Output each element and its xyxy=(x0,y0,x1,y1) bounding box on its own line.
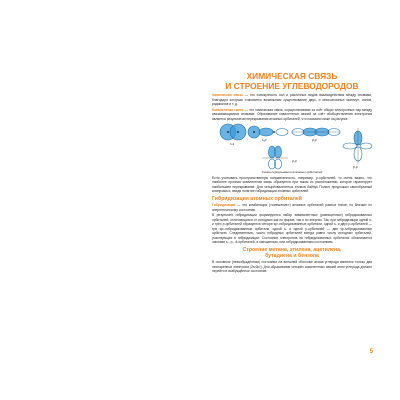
paragraph-covalent-bond-text: — это химическая связь, осуществляемая за счёт общих электронных пар между связывающимися атомами. Образование ковалентных связей за счёт обобществления электронов является результатом перекрывания атомных орбиталей, что показано ниже на рисунке. xyxy=(212,107,372,121)
page-column xyxy=(212,72,372,275)
p-p-pi-overlap xyxy=(262,146,288,169)
label-p-p-top: p-p xyxy=(312,138,317,143)
figure-caption: Схема перекрывания атомных орбиталей xyxy=(261,170,323,175)
label-p-p-right: p-p xyxy=(353,165,358,170)
paragraph-hybridization-details: В результате гибридизации формируются набор эквивалентных (равноценных) гибридизованных орбиталей, отличающихся от исходных как по форме, так и по энергии. Так, при гибридизации одной s- и трёх p-орбиталей образуются четыре sp³-гибридизованные орбитали, одной s- и двух p-орбиталей — три sp²-гибридизованные орбитали, одной s- и одной p-орбиталей — две sp-гибридизованные орбитали. Следовательно, число гибридных орбиталей всегда равно числу исходных орбиталей, участвующих в гибридизации. Состояние электронов на гибридизованных орбиталях обозначается числами s-, p-, d-орбиталей, а смешанным, или гибридизованным состоянием. xyxy=(212,213,372,245)
term-hybridization: Гибридизация xyxy=(212,203,236,208)
page-title xyxy=(212,72,372,91)
paragraph-chemical-bond-text: — это совокупность сил и различных видов взаимодействия между атомами, благодаря которым становится возможным существование двух- и многоатомных молекул, ионов, радикалов и т. д. xyxy=(212,93,373,106)
orbital-overlap-figure xyxy=(212,122,372,170)
label-s-s: s-s xyxy=(230,142,235,147)
label-p-p-bottom: p-p xyxy=(292,159,297,164)
section-heading-structures xyxy=(212,247,372,259)
paragraph-spatial-direction: Если учитывать пространственную направленность, например, p-орбиталей, то очень важно, что наиболее прочная ковалентная связь образуется при таком их расположении, которое гарантирует наибольшее перекрывание. Для четырёхвалентных атомов Лайнус Полинг предложил своеобразный компромисс, введя понятие гибридизации атомных орбиталей. xyxy=(212,175,372,194)
label-s-p: s-p xyxy=(262,138,267,143)
p-p-sigma-overlap xyxy=(292,128,340,136)
term-covalent-bond: Ковалентная связь xyxy=(212,107,244,112)
s-s-overlap xyxy=(220,124,246,140)
paragraph-hybridization-definition xyxy=(212,203,372,212)
paragraph-covalent-bond xyxy=(212,108,372,122)
section-heading-hybridization: Гибридизация атомных орбиталей xyxy=(212,195,302,202)
page-number: 5 xyxy=(369,349,373,355)
s-p-overlap xyxy=(248,126,288,138)
p-p-pi-overlap-right xyxy=(343,128,372,164)
page-title-line-2: И СТРОЕНИЕ УГЛЕВОДОРОДОВ xyxy=(225,80,359,91)
orbital-overlap-diagram xyxy=(212,122,372,170)
term-chemical-bond: Химическая связь xyxy=(212,93,243,97)
section-heading-structures-line-1: Строение метана, этилена, ацетилена, xyxy=(242,246,342,253)
paragraph-hybridization-definition-text: — это комбинация («смешение») атомных орбиталей разных типов, но близких по энергетическому состоянию. xyxy=(212,203,372,212)
paragraph-carbon-ground-state: В основном (невозбуждённом) состоянии на внешней оболочке атома углерода имеются только два неспаренных электрона (2s²2p²). Для образования четырёх ковалентных связей атом углерода должен перейти в возбуждённое состояние. xyxy=(212,260,372,274)
section-heading-structures-line-2: бутадиена и бензола xyxy=(265,252,319,259)
paragraph-chemical-bond xyxy=(212,93,372,107)
page-title-line-1: ХИМИЧЕСКАЯ СВЯЗЬ xyxy=(246,71,338,81)
